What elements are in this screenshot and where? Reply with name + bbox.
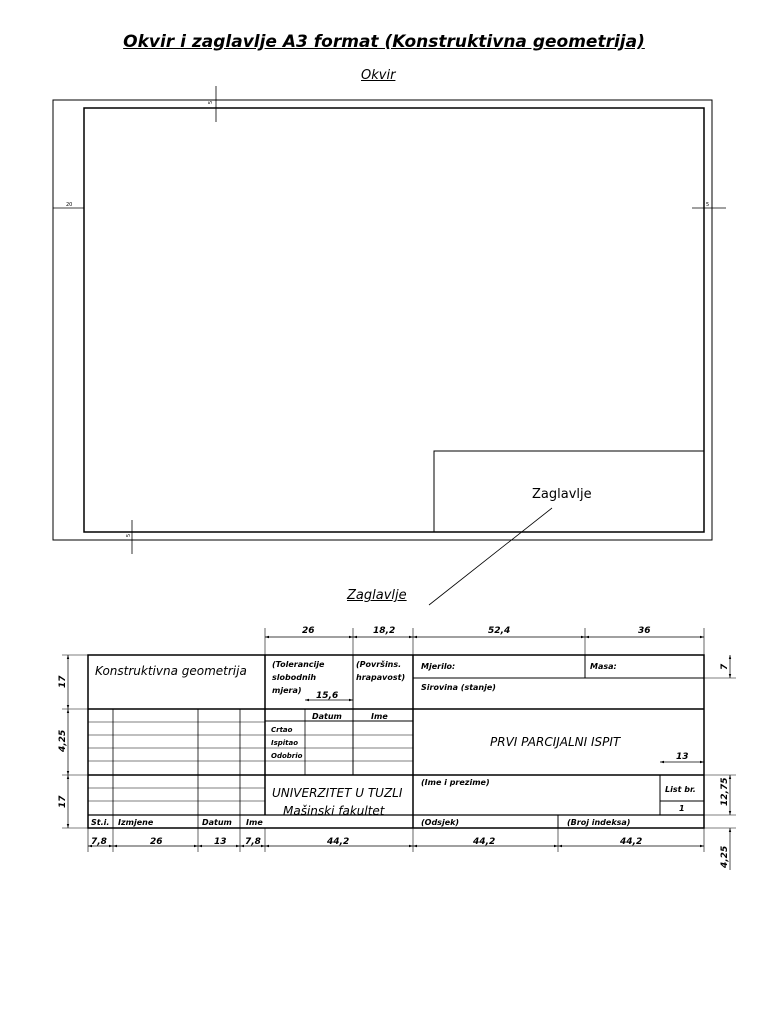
sheet-number: 1 [679, 804, 685, 813]
university-name: UNIVERZITET U TUZLI [272, 786, 403, 800]
dim-inner-13: 13 [676, 752, 689, 762]
tolerance-label-3: mjera) [272, 686, 302, 695]
page-title: Okvir i zaglavlje A3 format (Konstruktivna geometrija) [123, 32, 645, 52]
rev-st-label: St.i. [91, 818, 110, 827]
dim-bottom-26: 26 [150, 837, 163, 847]
drawn-label: Crtao [271, 726, 293, 734]
sheet-outer-border [53, 100, 712, 540]
title-block-text [91, 659, 696, 827]
scale-label: Mjerilo: [421, 662, 456, 671]
dim-bottom-13: 13 [214, 837, 227, 847]
frame-dim-bottom: 5 [126, 533, 132, 537]
date-header: Datum [312, 712, 342, 721]
dim-bottom-44-2-c: 44,2 [620, 837, 643, 847]
zaglavlje-callout: Zaglavlje [532, 487, 592, 502]
dim-right-7: 7 [720, 663, 730, 670]
okvir-label: Okvir [361, 68, 396, 83]
tolerance-label-1: (Tolerancije [272, 660, 325, 669]
faculty-name: Mašinski fakultet [283, 804, 385, 818]
name-header: Ime [371, 712, 388, 721]
frame-dim-top: 5 [208, 100, 214, 104]
mass-label: Masa: [590, 662, 617, 671]
dim-left-17-bottom: 17 [58, 795, 68, 808]
dim-bottom-44-2-a: 44,2 [327, 837, 350, 847]
tolerance-label-2: slobodnih [272, 673, 317, 682]
rev-changes-label: Izmjene [118, 818, 154, 827]
roughness-label-2: hrapavost) [356, 673, 406, 682]
student-name-label: (Ime i prezime) [421, 778, 490, 787]
dim-bottom-7-8-a: 7,8 [91, 837, 107, 847]
dim-right-4-25: 4,25 [720, 845, 730, 868]
dim-top-18-2: 18,2 [373, 626, 396, 636]
dim-inner-15-6: 15,6 [316, 691, 339, 701]
callout-leader-line [429, 508, 552, 605]
dim-right-12-75: 12,75 [720, 777, 730, 806]
checked-label: Ispitao [271, 739, 299, 747]
frame-inner-border [84, 108, 704, 532]
rev-date-label: Datum [202, 818, 232, 827]
roughness-label-1: (Površins. [356, 660, 402, 669]
dim-top-26: 26 [302, 626, 315, 636]
sheet-label: List br. [665, 785, 696, 794]
department-label: (Odsjek) [421, 818, 460, 827]
dim-top-52-4: 52,4 [488, 626, 511, 636]
dim-left-4-25: 4,25 [58, 729, 68, 752]
dim-bottom-7-8-b: 7,8 [245, 837, 261, 847]
exam-title: PRVI PARCIJALNI ISPIT [490, 735, 621, 749]
approved-label: Odobrio [271, 752, 303, 760]
rev-name-label: Ime [246, 818, 263, 827]
frame-drawing [53, 86, 726, 605]
index-number-label: (Broj indeksa) [567, 818, 631, 827]
dim-bottom-44-2-b: 44,2 [473, 837, 496, 847]
dim-top-36: 36 [638, 626, 651, 636]
frame-dim-left: 20 [66, 202, 73, 208]
course-name: Konstruktivna geometrija [95, 664, 247, 678]
dim-left-17-top: 17 [58, 675, 68, 688]
frame-dim-right: 5 [706, 202, 710, 208]
zaglavlje-label: Zaglavlje [347, 588, 407, 603]
material-label: Sirovina (stanje) [421, 683, 496, 692]
